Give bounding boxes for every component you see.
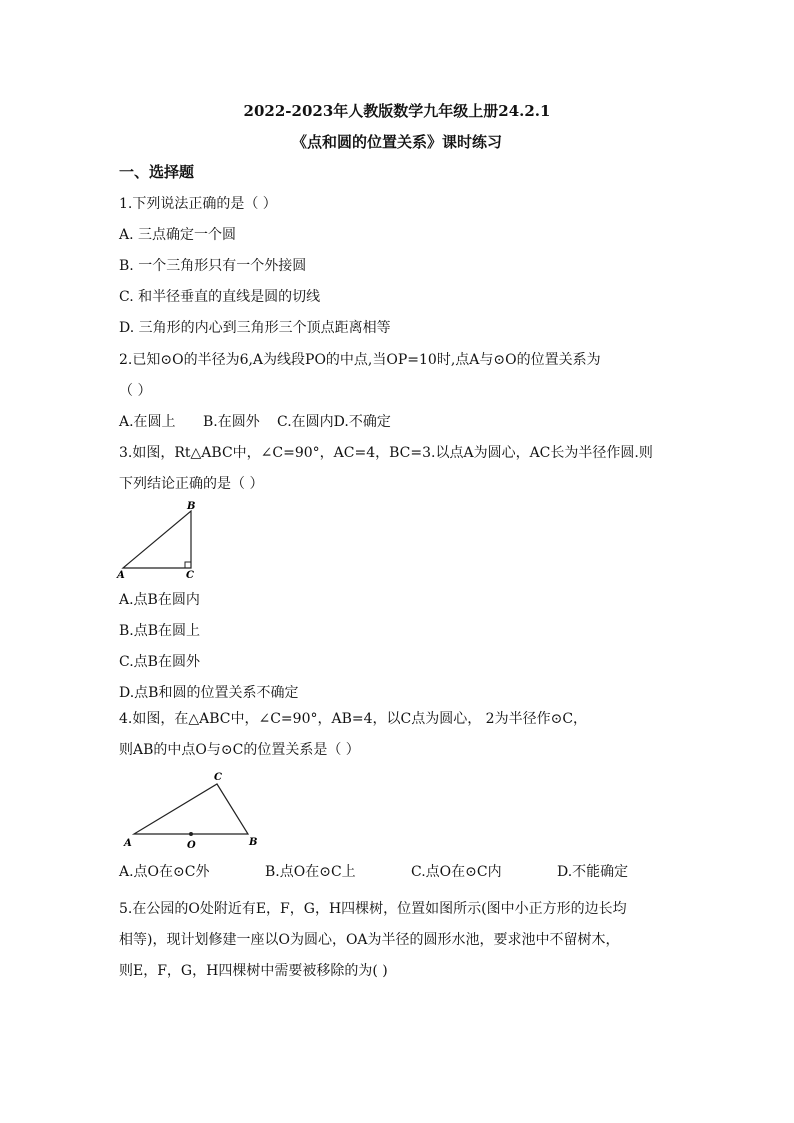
q4-stem-line1: 4.如图，在△ABC中，∠C=90°，AB=4，以C点为圆心， 2为半径作⊙C，: [119, 711, 588, 727]
q2-option-c-d: C.在圆内D.不确定: [277, 414, 391, 430]
q1-stem: 1.下列说法正确的是（ ）: [119, 196, 277, 212]
q4-midpoint-o: [189, 832, 193, 836]
q3-label-a: A: [117, 570, 125, 580]
q1-option-b: B. 一个三角形只有一个外接圆: [119, 258, 307, 274]
doc-title-line1: 2022-2023年人教版数学九年级上册24.2.1: [243, 102, 551, 120]
q4-label-b: B: [249, 837, 258, 848]
q3-option-d: D.点B和圆的位置关系不确定: [119, 685, 299, 701]
q3-label-c: C: [186, 570, 194, 580]
q5-stem-line1: 5.在公园的O处附近有E，F，G，H四棵树，位置如图所示(图中小正方形的边长均: [119, 901, 627, 917]
q4-option-d: D.不能确定: [557, 864, 629, 880]
q3-right-triangle-figure: [115, 498, 210, 580]
q5-stem-line2: 相等)，现计划修建一座以O为圆心，OA为半径的圆形水池，要求池中不留树木，: [119, 932, 620, 948]
q3-option-b: B.点B在圆上: [119, 623, 201, 639]
q1-option-a: A. 三点确定一个圆: [119, 227, 237, 243]
q4-options: [119, 862, 628, 882]
section-heading: 一、选择题: [119, 163, 195, 181]
q3-stem-line1: 3.如图，Rt△ABC中，∠C=90°，AC=4，BC=3.以点A为圆心，AC长为半径作圆.则: [119, 445, 653, 461]
q4-option-b: B.点O在⊙C上: [265, 864, 356, 880]
q2-option-b: B.在圆外: [203, 414, 260, 430]
q4-stem-line2: 则AB的中点O与⊙C的位置关系是（ ）: [119, 742, 360, 758]
q2-option-a: A.在圆上: [119, 414, 176, 430]
doc-title-line2: 《点和圆的位置关系》课时练习: [291, 133, 502, 151]
q3-stem-line2: 下列结论正确的是（ ）: [119, 476, 264, 492]
q1-option-d: D. 三角形的内心到三角形三个顶点距离相等: [119, 320, 391, 336]
q4-label-c: C: [214, 772, 222, 783]
q2-stem-line2: （ ）: [119, 383, 152, 399]
q4-label-a: A: [124, 838, 132, 849]
q4-option-a: A.点O在⊙C外: [119, 864, 210, 880]
q3-option-a: A.点B在圆内: [119, 592, 200, 608]
q2-options: [119, 412, 391, 432]
q3-label-b: B: [187, 501, 196, 512]
q3-option-c: C.点B在圆外: [119, 654, 200, 670]
q4-label-o: O: [187, 840, 196, 851]
q3-triangle: [123, 511, 191, 568]
q4-triangle: [134, 784, 248, 834]
q3-right-angle-mark: [185, 562, 191, 568]
q5-stem-line3: 则E，F，G，H四棵树中需要被移除的为( ): [119, 963, 388, 979]
q4-option-c: C.点O在⊙C内: [411, 864, 502, 880]
q2-stem-line1: 2.已知⊙O的半径为6,A为线段PO的中点,当OP=10时,点A与⊙O的位置关系为: [119, 352, 601, 368]
q4-triangle-figure: [118, 768, 268, 852]
q1-option-c: C. 和半径垂直的直线是圆的切线: [119, 289, 321, 305]
